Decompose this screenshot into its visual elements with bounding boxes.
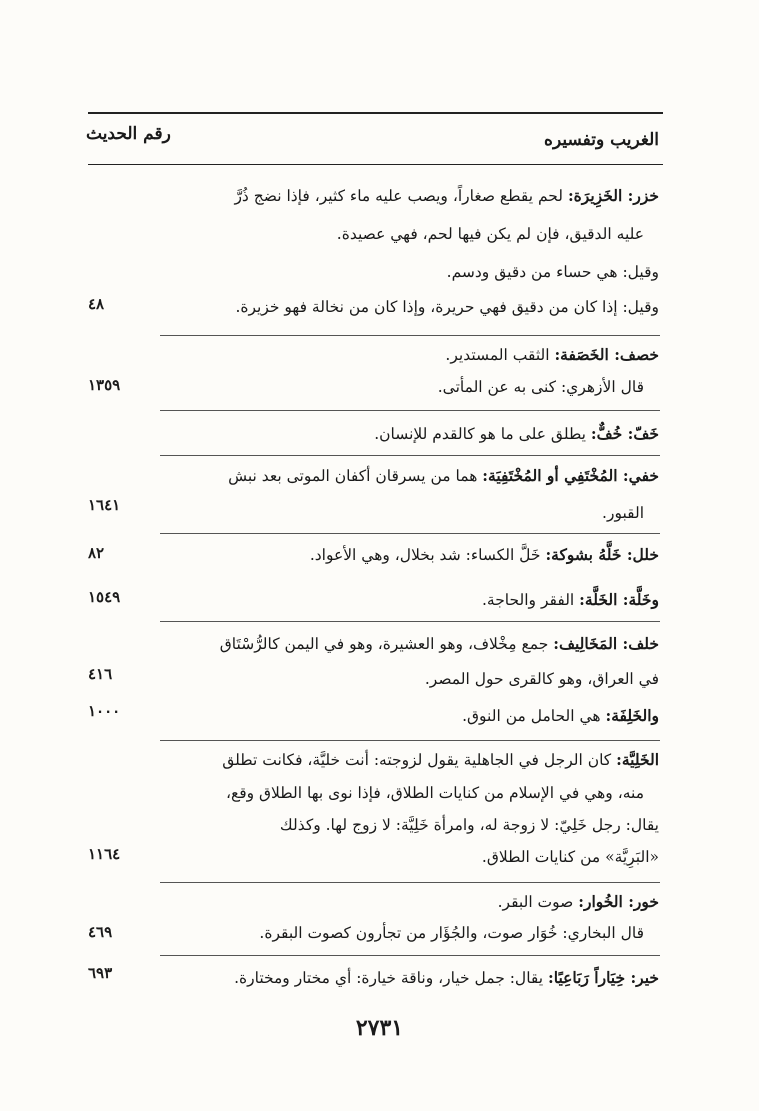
entry-line bbox=[226, 784, 644, 802]
entry-line bbox=[235, 298, 659, 316]
entry-text: هي الحامل من النوق. bbox=[462, 707, 606, 725]
entry-line bbox=[602, 504, 644, 522]
entry-text: عليه الدقيق، فإن لم يكن فيها لحم، فهي عصيدة. bbox=[336, 225, 644, 243]
headword: خفي: المُخْتَفِي أو المُخْتَفِيَة: bbox=[482, 466, 659, 485]
header-rule bbox=[88, 112, 663, 114]
entry-text: صوت البقر. bbox=[497, 893, 579, 911]
entry-separator bbox=[160, 882, 660, 883]
hadith-number: ١١٦٤ bbox=[88, 845, 121, 863]
entry-line bbox=[482, 848, 659, 866]
entry-line bbox=[447, 263, 659, 281]
headword: خلل: خَلَّهُ بشوكة: bbox=[545, 545, 659, 564]
entry-text: وقيل: هي حساء من دقيق ودسم. bbox=[446, 263, 659, 281]
entry-separator bbox=[160, 955, 660, 956]
entry-text: قال البخاري: خُوَار صوت، والجُؤَار من تجأرون كصوت البقرة. bbox=[259, 924, 644, 942]
headword: خور: الخُوار: bbox=[578, 892, 659, 911]
entry-separator bbox=[160, 740, 660, 741]
headword: خَفّ: خُفٌّ: bbox=[590, 424, 659, 443]
entry-line bbox=[438, 378, 644, 396]
hadith-number: ٦٩٣ bbox=[88, 964, 113, 982]
hadith-number: ١٦٤١ bbox=[88, 496, 121, 514]
entry-line bbox=[462, 706, 659, 725]
entry-text: هما من يسرقان أكفان الموتى بعد نبش bbox=[228, 467, 483, 485]
entry-line bbox=[310, 545, 659, 564]
entry-line bbox=[498, 892, 659, 911]
entry-text: جمع مِخْلاف، وهو العشيرة، وهو في اليمن كالرُّسْتَاق bbox=[219, 635, 554, 653]
entry-text: الفقر والحاجة. bbox=[481, 591, 580, 609]
entry-separator bbox=[160, 621, 660, 622]
entry-line bbox=[222, 750, 659, 769]
entry-line bbox=[234, 968, 659, 987]
headword: خصف: الخَصَفة: bbox=[554, 345, 659, 364]
entry-line bbox=[234, 186, 659, 205]
entry-line bbox=[280, 816, 659, 834]
headword: والخَلِفَة: bbox=[605, 706, 659, 725]
entry-text: يقال: رجل خَلِيّ: لا زوجة له، وامرأة خَلِيَّة: لا زوج لها. وكذلك bbox=[279, 816, 659, 834]
page-number: ٢٧٣١ bbox=[355, 1015, 404, 1041]
entry-line bbox=[374, 424, 659, 443]
entry-text: كان الرجل في الجاهلية يقول لزوجته: أنت خليَّة، فكانت تطلق bbox=[222, 751, 617, 769]
entry-line bbox=[482, 590, 659, 609]
hadith-number: ٤٦٩ bbox=[88, 923, 113, 941]
headword: خلف: المَخَالِيف: bbox=[553, 634, 659, 653]
entry-line bbox=[220, 634, 659, 653]
headword: وخَلَّة: الخَلَّة: bbox=[579, 590, 659, 609]
hadith-number: ١٠٠٠ bbox=[88, 702, 121, 720]
header-hadith-number-label: رقم الحديث bbox=[86, 124, 171, 144]
entry-line bbox=[425, 670, 659, 688]
entry-text: لحم يقطع صغاراً، ويصب عليه ماء كثير، فإذا نضج ذُرَّ bbox=[234, 187, 568, 205]
entry-separator bbox=[160, 455, 660, 456]
entry-separator bbox=[160, 533, 660, 534]
headword: خزر: الخَزِيرَة: bbox=[567, 186, 659, 205]
entry-text: منه، وهي في الإسلام من كنايات الطلاق، فإذا نوى بها الطلاق وقع، bbox=[225, 784, 644, 802]
entry-line bbox=[445, 345, 659, 364]
header-title: الغريب وتفسيره bbox=[544, 130, 659, 150]
hadith-number: ٤١٦ bbox=[88, 665, 113, 683]
entry-separator bbox=[160, 410, 660, 411]
entry-text: خَلَّ الكساء: شد بخلال، وهي الأعواد. bbox=[309, 546, 546, 564]
entry-line bbox=[259, 924, 644, 942]
hadith-number: ٤٨ bbox=[88, 295, 105, 313]
hadith-number: ١٣٥٩ bbox=[88, 376, 121, 394]
entry-line bbox=[337, 225, 644, 243]
entry-text: قال الأزهري: كنى به عن المأتى. bbox=[437, 378, 644, 396]
entry-text: «البَرِيَّة» من كنايات الطلاق. bbox=[481, 848, 659, 866]
entry-text: القبور. bbox=[602, 504, 644, 522]
entry-text: يقال: جمل خيار، وناقة خيارة: أي مختار ومختارة. bbox=[234, 969, 548, 987]
headword: خير: خِيَاراً رَبَاعِيًا: bbox=[548, 968, 659, 987]
entry-text: يطلق على ما هو كالقدم للإنسان. bbox=[374, 425, 591, 443]
header-underline bbox=[88, 164, 663, 165]
hadith-number: ٨٢ bbox=[88, 544, 105, 562]
entry-line bbox=[228, 466, 659, 485]
hadith-number: ١٥٤٩ bbox=[88, 588, 121, 606]
entry-text: الثقب المستدير. bbox=[445, 346, 555, 364]
entry-separator bbox=[160, 335, 660, 336]
entry-text: وقيل: إذا كان من دقيق فهي حريرة، وإذا كان من نخالة فهو خزيرة. bbox=[235, 298, 659, 316]
entry-text: في العراق، وهو كالقرى حول المصر. bbox=[424, 670, 659, 688]
headword: الخَلِيَّة: bbox=[616, 750, 659, 769]
